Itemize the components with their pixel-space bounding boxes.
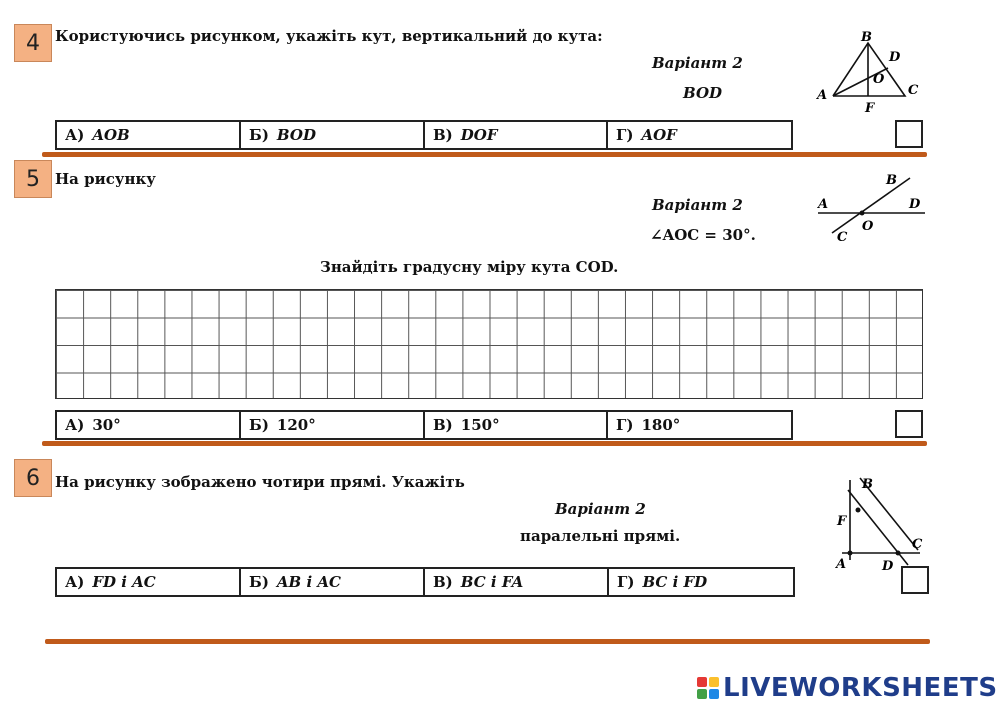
question-6-text: На рисунку зображено чотири прямі. Укажіть [55,473,465,491]
q4-label-a: A [817,88,828,103]
q5-label-o: O [862,219,874,234]
q6-answer-c[interactable]: В) BC і FA [425,569,609,595]
q6-task-text: паралельні прямі. [520,527,681,545]
q6-label-b: B [862,477,873,492]
q6-answer-row [55,567,795,597]
divider-rule [45,639,930,644]
q6-lines-figure [820,470,930,570]
q5-answer-input-box[interactable] [895,410,923,438]
q6-answer-input-box[interactable] [901,566,929,594]
liveworksheets-logo-icon [697,677,719,699]
brand-text: LIVEWORKSHEETS [723,673,998,703]
q4-label-f: F [865,101,875,116]
q6-label-d: D [882,559,894,570]
q4-label-o: O [873,72,885,87]
q5-condition: ∠AOC = 30°. [650,226,756,244]
q6-label-f: F [837,514,847,529]
liveworksheets-logo [697,673,998,703]
q5-answer-a[interactable]: А) 30° [57,412,241,438]
q4-label-d: D [889,50,901,65]
q4-label-c: C [908,83,919,98]
q6-answer-d[interactable]: Г) BC і FD [617,573,708,591]
question-number-5: 5 [14,160,52,198]
q5-label-b: B [886,173,897,188]
q5-answer-d[interactable]: Г) 180° [616,416,681,434]
q4-answer-d[interactable]: Г) AOF [616,126,677,144]
question-number-6: 6 [14,459,52,497]
q5-lines-figure [810,168,930,246]
q5-label-a: A [818,197,829,212]
question-5-text: На рисунку [55,170,156,188]
q4-answer-row [55,120,793,150]
q4-variant-label: Варіант 2 [652,54,743,72]
q4-answer-c[interactable]: В) DOF [425,122,608,148]
q4-subject-angle: BOD [683,84,723,102]
q5-label-c: C [837,230,848,245]
q6-variant-label: Варіант 2 [555,500,646,518]
question-4-text: Користуючись рисунком, укажіть кут, вертикальний до кута: [55,27,603,45]
q4-answer-a[interactable]: А) AOB [57,122,241,148]
q5-work-grid [55,289,923,399]
q6-answer-a[interactable]: А) FD і AC [57,569,241,595]
q5-variant-label: Варіант 2 [652,196,743,214]
q5-task-text: Знайдіть градусну міру кута COD. [320,258,619,276]
q4-label-b: B [861,30,872,45]
q5-answer-c[interactable]: В) 150° [425,412,608,438]
q6-label-a: A [836,557,847,570]
divider-rule [42,152,927,157]
q4-triangle-figure [805,28,925,120]
q5-label-d: D [909,197,921,212]
q6-label-c: C [912,537,923,552]
q5-answer-b[interactable]: Б) 120° [241,412,425,438]
q5-answer-row [55,410,793,440]
divider-rule [42,441,927,446]
question-number-4: 4 [14,24,52,62]
q4-answer-b[interactable]: Б) BOD [241,122,425,148]
q4-answer-input-box[interactable] [895,120,923,148]
q6-answer-b[interactable]: Б) AB і AC [241,569,425,595]
